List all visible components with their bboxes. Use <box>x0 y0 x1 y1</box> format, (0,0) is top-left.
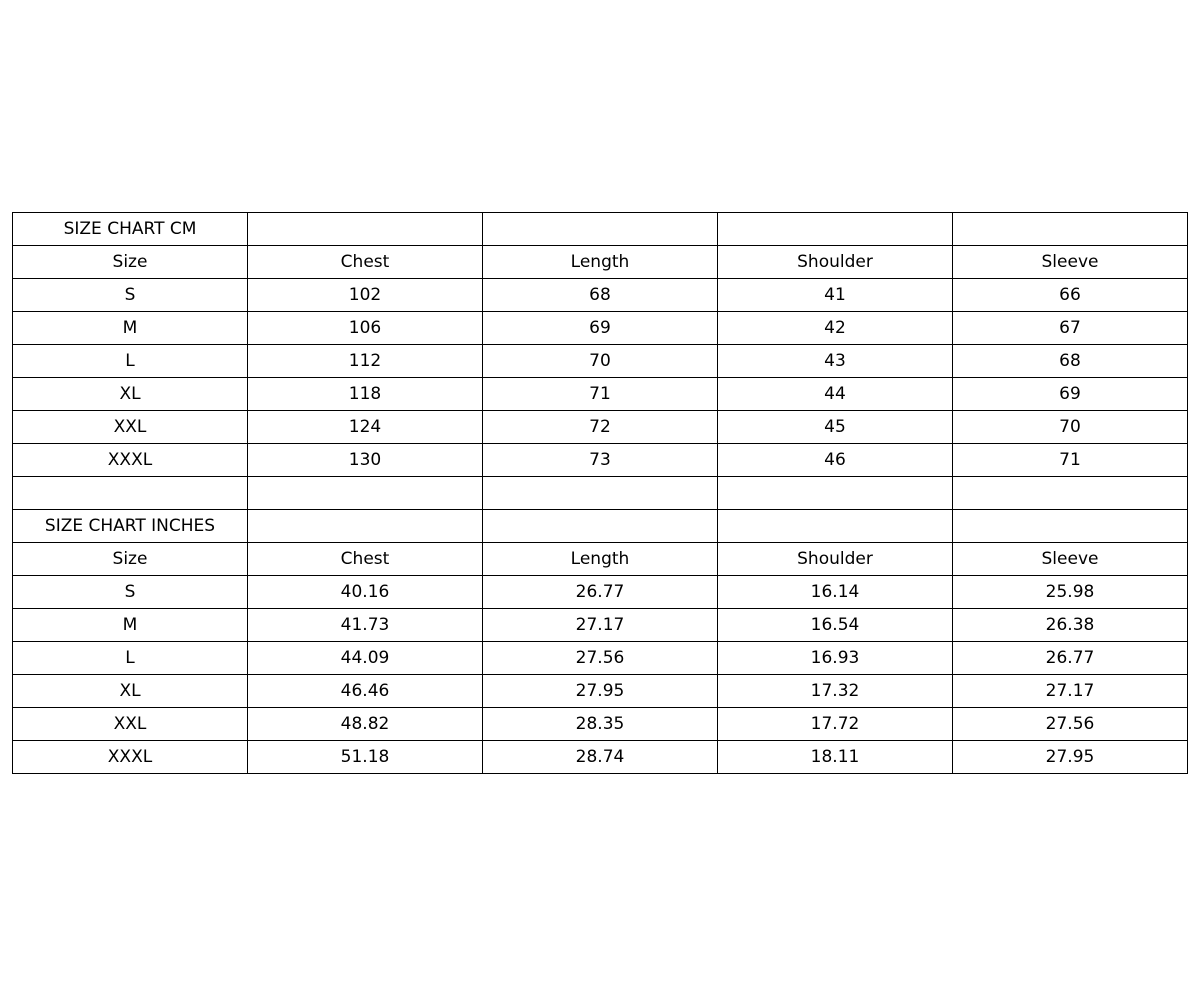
table-cell <box>483 213 718 246</box>
table-cell: 46.46 <box>248 675 483 708</box>
table-cell: 68 <box>483 279 718 312</box>
table-cell: 42 <box>718 312 953 345</box>
table-cell: XXXL <box>13 444 248 477</box>
table-cell: XXXL <box>13 741 248 774</box>
table-row <box>13 741 1188 774</box>
table-cell: 17.32 <box>718 675 953 708</box>
table-cell <box>248 213 483 246</box>
table-cell: Length <box>483 543 718 576</box>
table-row <box>13 642 1188 675</box>
table-cell: 16.14 <box>718 576 953 609</box>
table-cell <box>718 213 953 246</box>
table-row <box>13 213 1188 246</box>
table-row <box>13 378 1188 411</box>
table-cell: 26.38 <box>953 609 1188 642</box>
table-cell: 130 <box>248 444 483 477</box>
table-cell: 41 <box>718 279 953 312</box>
table-row <box>13 411 1188 444</box>
table-cell: 27.17 <box>483 609 718 642</box>
table-cell: XXL <box>13 708 248 741</box>
table-cell: Shoulder <box>718 246 953 279</box>
table-cell: 102 <box>248 279 483 312</box>
table-cell <box>718 477 953 510</box>
table-cell: XL <box>13 675 248 708</box>
table-cell: XL <box>13 378 248 411</box>
table-row <box>13 543 1188 576</box>
table-cell: 68 <box>953 345 1188 378</box>
table-cell: M <box>13 609 248 642</box>
table-row <box>13 477 1188 510</box>
table-cell: S <box>13 576 248 609</box>
table-cell: 69 <box>953 378 1188 411</box>
table-cell: 28.35 <box>483 708 718 741</box>
table-cell: 25.98 <box>953 576 1188 609</box>
table-cell: 41.73 <box>248 609 483 642</box>
table-cell: 71 <box>953 444 1188 477</box>
table-cell: 51.18 <box>248 741 483 774</box>
table-cell: 27.95 <box>953 741 1188 774</box>
table-cell: 27.56 <box>953 708 1188 741</box>
table-cell: 106 <box>248 312 483 345</box>
table-cell <box>483 510 718 543</box>
table-cell: Chest <box>248 543 483 576</box>
table-row <box>13 609 1188 642</box>
table-cell: 16.54 <box>718 609 953 642</box>
table-cell: 69 <box>483 312 718 345</box>
table-cell: M <box>13 312 248 345</box>
table-cell: SIZE CHART CM <box>13 213 248 246</box>
table-cell <box>953 213 1188 246</box>
table-cell: 112 <box>248 345 483 378</box>
table-cell: L <box>13 642 248 675</box>
size-chart-table <box>12 212 1188 774</box>
table-cell <box>248 477 483 510</box>
table-row <box>13 312 1188 345</box>
table-cell: Size <box>13 543 248 576</box>
table-cell: 124 <box>248 411 483 444</box>
table-cell: Sleeve <box>953 246 1188 279</box>
table-cell: 44 <box>718 378 953 411</box>
table-cell: 72 <box>483 411 718 444</box>
table-cell: 70 <box>953 411 1188 444</box>
table-cell: Length <box>483 246 718 279</box>
table-cell <box>953 510 1188 543</box>
table-cell: 66 <box>953 279 1188 312</box>
table-cell: 48.82 <box>248 708 483 741</box>
table-cell: XXL <box>13 411 248 444</box>
table-cell: 28.74 <box>483 741 718 774</box>
table-cell: 18.11 <box>718 741 953 774</box>
table-cell: 27.56 <box>483 642 718 675</box>
table-cell: 118 <box>248 378 483 411</box>
table-cell: 73 <box>483 444 718 477</box>
table-cell: 71 <box>483 378 718 411</box>
table-cell: 16.93 <box>718 642 953 675</box>
table-row <box>13 345 1188 378</box>
table-cell: SIZE CHART INCHES <box>13 510 248 543</box>
table-cell <box>953 477 1188 510</box>
table-cell: 44.09 <box>248 642 483 675</box>
size-chart-body <box>13 213 1188 774</box>
table-cell: 17.72 <box>718 708 953 741</box>
table-row <box>13 576 1188 609</box>
table-cell: 26.77 <box>953 642 1188 675</box>
table-row <box>13 246 1188 279</box>
table-cell: 26.77 <box>483 576 718 609</box>
table-cell: Sleeve <box>953 543 1188 576</box>
table-row <box>13 279 1188 312</box>
table-cell: S <box>13 279 248 312</box>
table-cell: 43 <box>718 345 953 378</box>
table-cell: 46 <box>718 444 953 477</box>
table-cell: 67 <box>953 312 1188 345</box>
table-cell <box>718 510 953 543</box>
table-row <box>13 708 1188 741</box>
table-cell: L <box>13 345 248 378</box>
table-row <box>13 675 1188 708</box>
table-cell: Size <box>13 246 248 279</box>
table-cell: Shoulder <box>718 543 953 576</box>
table-cell: 27.17 <box>953 675 1188 708</box>
table-cell: Chest <box>248 246 483 279</box>
table-cell <box>13 477 248 510</box>
table-row <box>13 444 1188 477</box>
table-cell <box>483 477 718 510</box>
table-cell: 70 <box>483 345 718 378</box>
table-cell <box>248 510 483 543</box>
table-cell: 45 <box>718 411 953 444</box>
table-row <box>13 510 1188 543</box>
table-cell: 40.16 <box>248 576 483 609</box>
table-cell: 27.95 <box>483 675 718 708</box>
